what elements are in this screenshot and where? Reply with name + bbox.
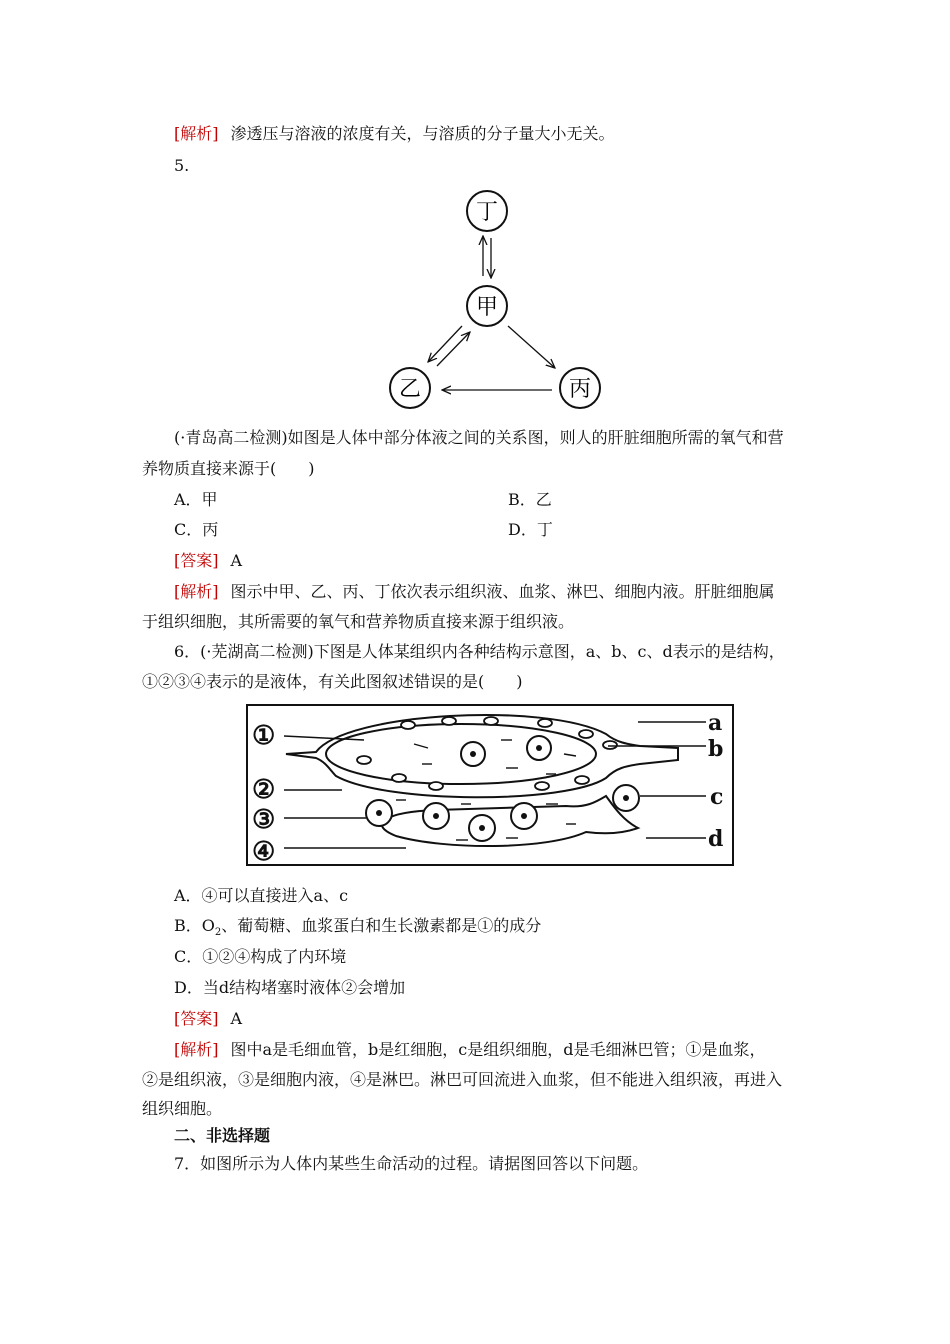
q7-stem: 7．如图所示为人体内某些生命活动的过程。请据图回答以下问题。 (174, 1154, 649, 1173)
q5-option-b: B．乙 (508, 490, 552, 509)
svg-text:丁: 丁 (475, 200, 499, 225)
q6-answer: [答案] A (174, 1009, 243, 1028)
q5-answer: [答案] A (174, 551, 243, 570)
q6-analysis-line3: 组织细胞。 (142, 1099, 223, 1118)
q4-analysis: [解析] 渗透压与溶液的浓度有关，与溶质的分子量大小无关。 (174, 124, 615, 143)
q6-stem-line2: ①②③④表示的是液体，有关此图叙述错误的是( ) (142, 672, 523, 691)
node-jia (467, 286, 507, 326)
q6-option-b: B．$O_2$、葡萄糖、血浆蛋白和生长激素都是①的成分 (174, 916, 542, 939)
q5-stem-line2: 养物质直接来源于( ) (142, 459, 315, 478)
svg-text:丙: 丙 (568, 377, 592, 402)
analysis-tag: [解析] (174, 124, 219, 143)
q6-option-a: A．④可以直接进入a、c (174, 886, 349, 905)
tissue-structure-diagram (246, 704, 736, 870)
q5-stem-line1: (·青岛高二检测)如图是人体中部分体液之间的关系图，则人的肝脏细胞所需的氧气和营 (174, 428, 784, 447)
svg-text:甲: 甲 (475, 295, 499, 320)
svg-text:③: ③ (252, 805, 276, 835)
svg-text:a: a (708, 710, 723, 736)
node-yi (390, 368, 430, 408)
q5-analysis-line1: [解析] 图示中甲、乙、丙、丁依次表示组织液、血浆、淋巴、细胞内液。肝脏细胞属 (174, 582, 775, 601)
q6-option-d: D．当d结构堵塞时液体②会增加 (174, 978, 406, 997)
node-ding (467, 191, 507, 231)
q5-number: 5. (174, 156, 190, 175)
arrow-jia-to-yi (428, 326, 462, 362)
q6-analysis-line1: [解析] 图中a是毛细血管，b是红细胞，c是组织细胞，d是毛细淋巴管；①是血浆， (174, 1040, 766, 1059)
q5-option-d: D．丁 (508, 520, 553, 539)
answer-tag: [答案] (174, 551, 219, 570)
section-title: 二、非选择题 (174, 1126, 271, 1145)
analysis-tag: [解析] (174, 1040, 219, 1059)
q5-option-a: A．甲 (174, 490, 218, 509)
arrow-jia-to-bing (508, 326, 555, 368)
node-bing (560, 368, 600, 408)
q6-stem-line1: 6．(·芜湖高二检测)下图是人体某组织内各种结构示意图，a、b、c、d表示的是结构， (174, 642, 785, 661)
svg-text:④: ④ (252, 837, 276, 867)
analysis-tag: [解析] (174, 582, 219, 601)
svg-text:b: b (708, 736, 724, 762)
q5-analysis-line2: 于组织细胞，其所需要的氧气和营养物质直接来源于组织液。 (142, 612, 575, 631)
q6-option-c: C．①②④构成了内环境 (174, 947, 347, 966)
svg-text:c: c (710, 784, 724, 810)
q6-analysis-line2: ②是组织液，③是细胞内液，④是淋巴。淋巴可回流进入血浆，但不能进入组织液，再进入 (142, 1070, 783, 1089)
svg-text:d: d (708, 826, 724, 852)
body-fluid-relation-diagram (380, 186, 610, 416)
svg-text:②: ② (252, 775, 276, 805)
svg-text:乙: 乙 (398, 377, 422, 402)
arrow-yi-to-jia (437, 332, 470, 366)
svg-text:①: ① (252, 721, 276, 751)
answer-tag: [答案] (174, 1009, 219, 1028)
q5-option-c: C．丙 (174, 520, 219, 539)
